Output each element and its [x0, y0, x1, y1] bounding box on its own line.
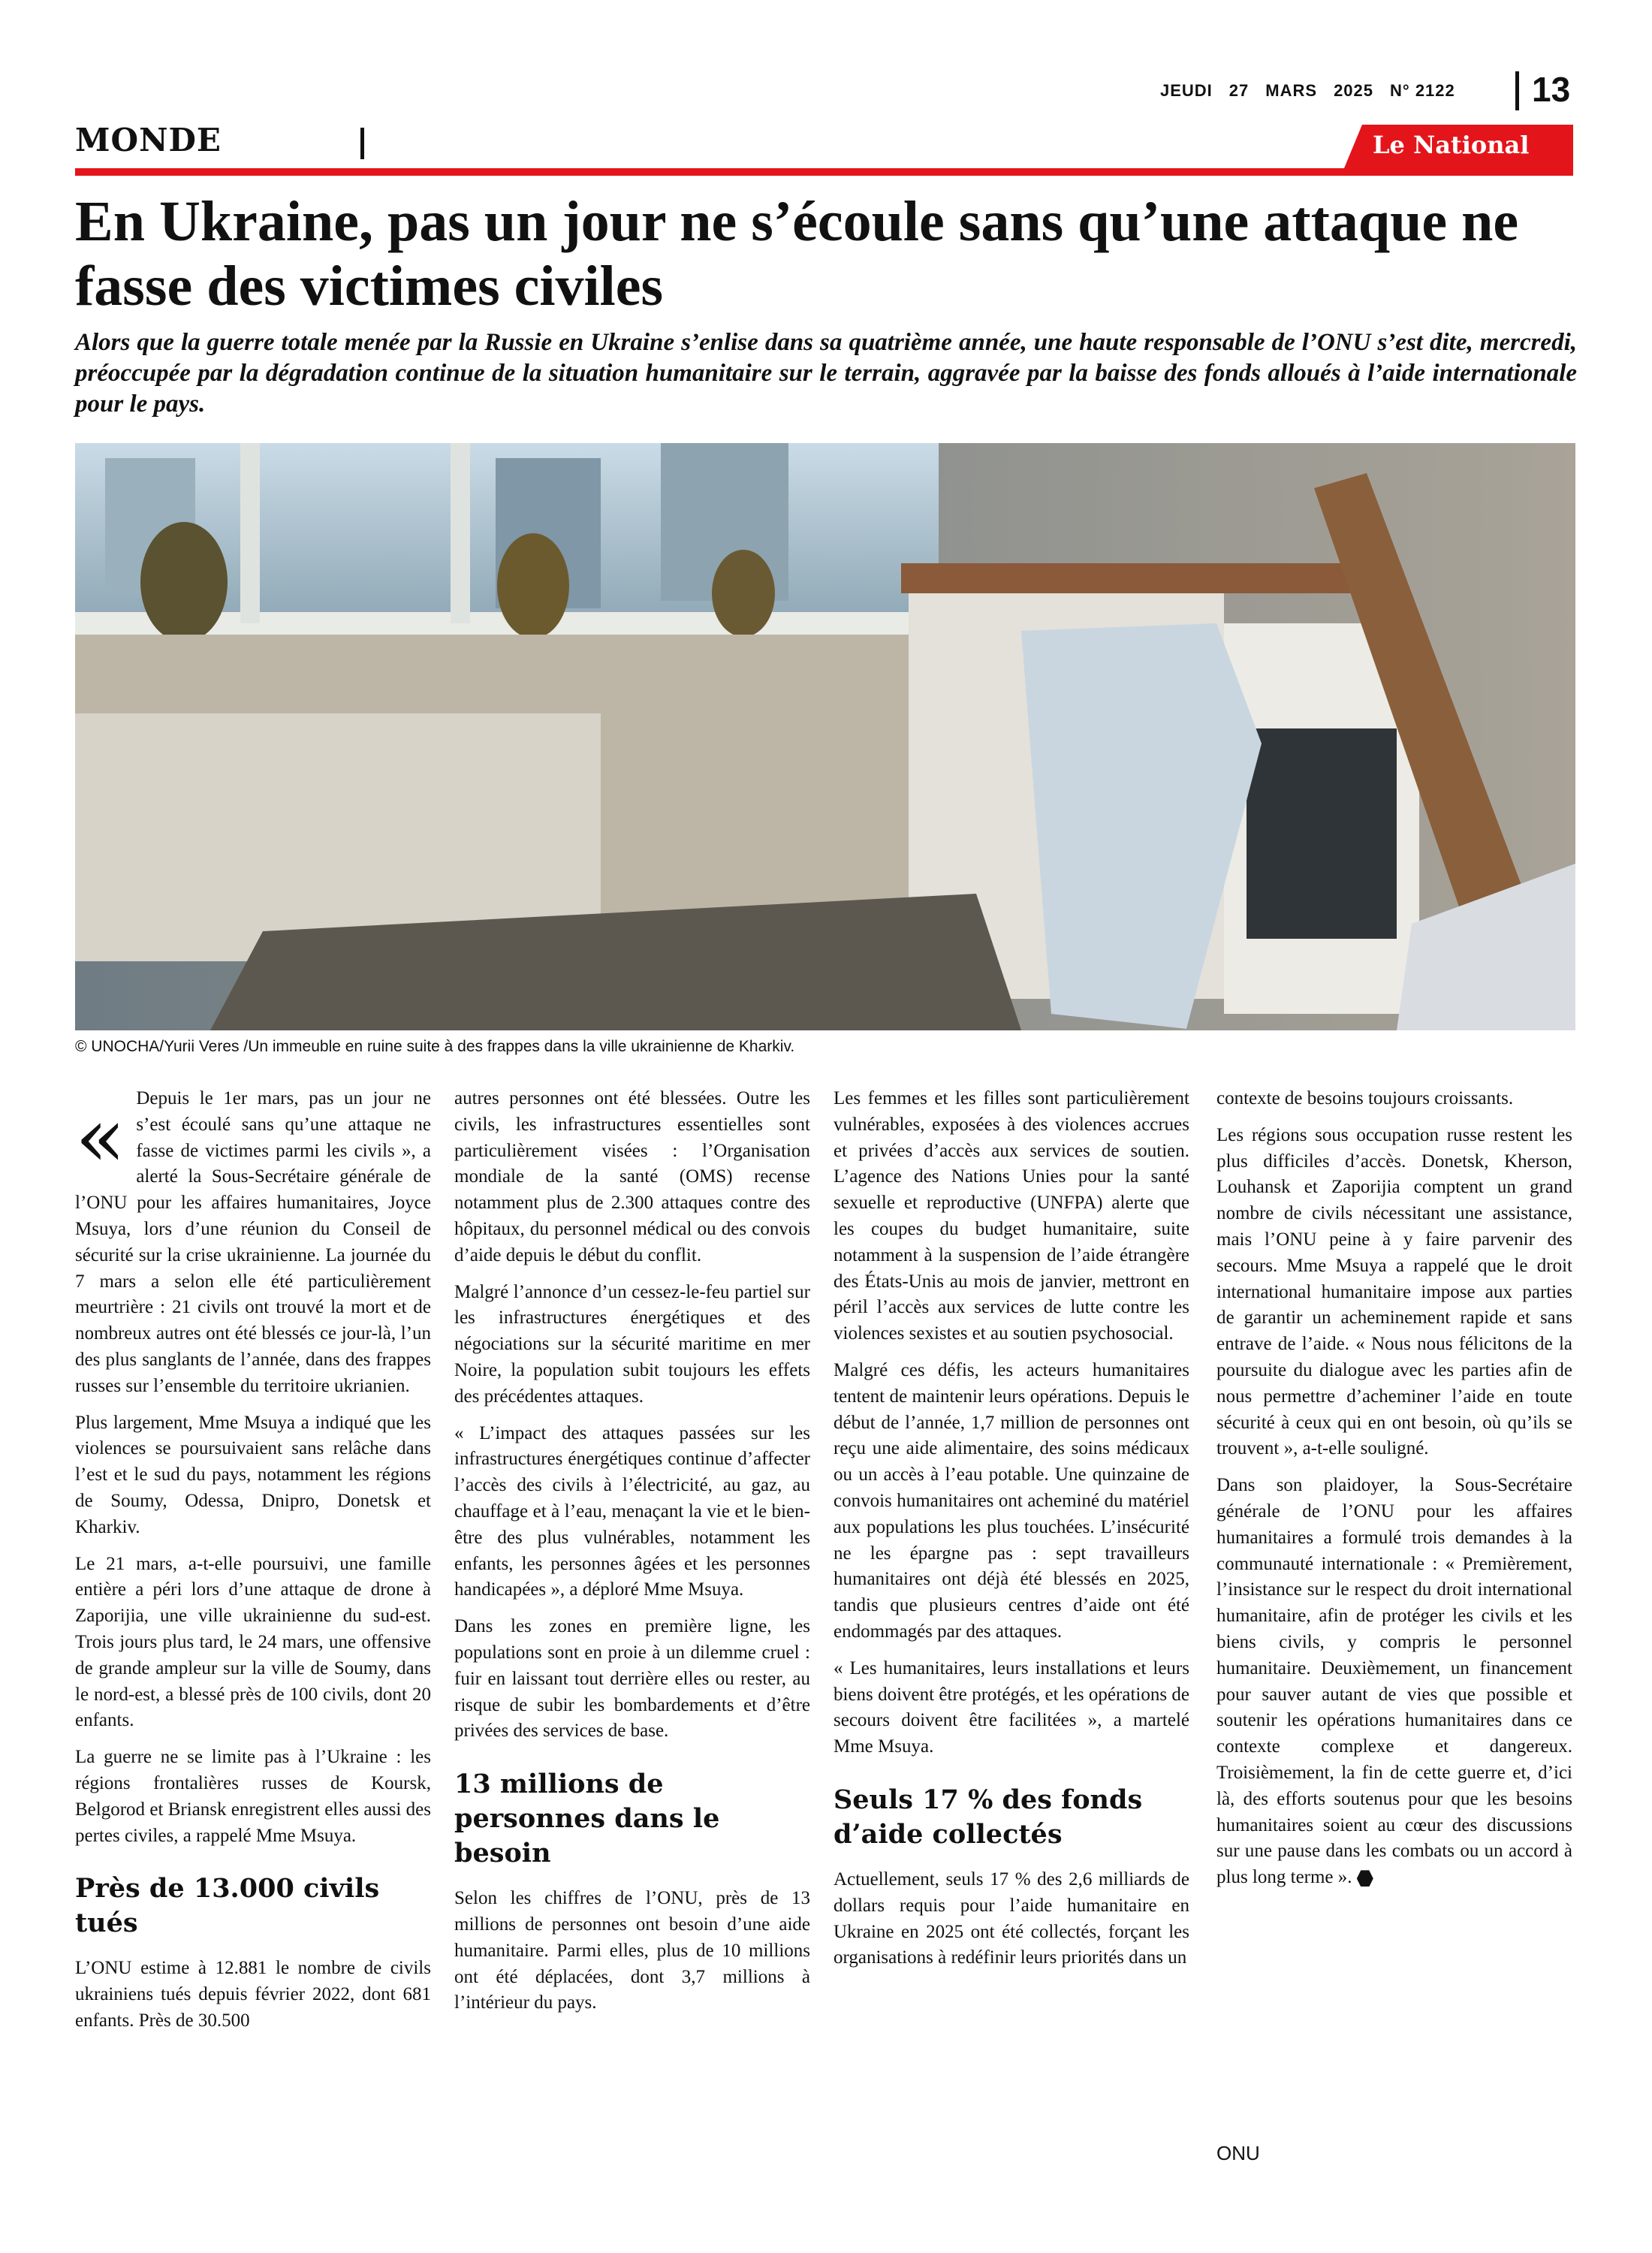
issue-month: MARS: [1265, 81, 1318, 100]
issue-year: 2025: [1334, 81, 1374, 100]
issue-date-number: 27: [1228, 81, 1250, 100]
subheading: Seuls 17 % des fonds d’aide collectés: [834, 1784, 1143, 1850]
subheading: 13 millions de personnes dans le besoin: [454, 1769, 720, 1869]
photo-caption: © UNOCHA/Yurii Veres /Un immeuble en ruine suite à des frappes dans la ville ukrainienne de Kharkiv.: [75, 1038, 795, 1055]
article-headline: En Ukraine, pas un jour ne s’écoule sans qu’une attaque ne fasse des victimes civiles: [75, 190, 1519, 318]
paragraph: Les femmes et les filles sont particulièrement vulnérables, exposées à des violences accrues et privées d’accès aux services de soutien. L’agence des Nations Unies pour la santé sexuelle et reproductive (UNFPA) alerte que les coupes du budget humanitaire, suite notamment à la suspension de l’aide étrangère des États-Unis au mois de janvier, mettront en péril l’accès aux services de lutte contre les violences sexistes et au soutien psychosocial.: [834, 1088, 1189, 1344]
article-column-1: [75, 1086, 431, 2045]
paragraph-text: Dans son plaidoyer, la Sous-Secrétaire générale de l’ONU pour les affaires humanitaires a formulé trois demandes à la communauté internationale : « Premièrement, l’insistance sur le respect du droit international humanitaire, afin de protéger les civils et les biens civils, y compris le personnel humanitaire. Deuxièmement, un financement pour sauver autant de vies que possible et soutenir les opérations humanitaires dans ce contexte complexe et dangereux. Troisièmement, la fin de cette guerre et, d’ici là, des efforts soutenus pour que les besoins humanitaires soient au cœur des discussions sur une pause dans les combats ou un accord à plus long terme ».: [1216, 1475, 1572, 1888]
section-title: MONDE: [75, 122, 222, 158]
section-divider: [360, 128, 364, 159]
paragraph: Malgré l’annonce d’un cessez-le-feu partiel sur les infrastructures énergétiques et des négociations sur la sécurité maritime en mer Noire, la population subit toujours les effets des précédentes attaques.: [454, 1281, 810, 1407]
paragraph: Actuellement, seuls 17 % des 2,6 milliards de dollars requis pour l’aide humanitaire en Ukraine en 2025 ont été collectés, forçant les organisations à redéfinir leurs priorités dans un: [834, 1868, 1189, 1968]
paragraph: [75, 1086, 431, 1400]
issue-number: N° 2122: [1390, 81, 1455, 100]
issue-date: [1160, 81, 1472, 101]
paragraph: Selon les chiffres de l’ONU, près de 13 millions de personnes ont besoin d’une aide humanitaire. Parmi elles, plus de 10 millions ont été déplacées, dont 3,7 millions à l’intérieur du pays.: [454, 1888, 810, 2013]
paragraph: [1216, 1473, 1572, 1891]
paragraph: « Les humanitaires, leurs installations et leurs biens doivent être protégés, et les opérations de secours doivent être facilitées », a martelé Mme Msuya.: [834, 1657, 1189, 1757]
article-column-3: [834, 1086, 1189, 1982]
paragraph: autres personnes ont été blessées. Outre les civils, les infrastructures essentielles sont particulièrement visées : l’Organisation mondiale de la santé (OMS) recense notamment plus de 2.300 attaques contre des hôpitaux, du personnel médical ou des convois d’aide depuis le début du conflit.: [454, 1088, 810, 1265]
opening-quote-dropcap: «: [75, 1089, 126, 1185]
paragraph: Dans les zones en première ligne, les populations sont en proie à un dilemme cruel : fuir en laissant tout derrière elles ou rester, au risque de subir les bombardements et d’être privées des services de base.: [454, 1616, 810, 1742]
paragraph: « L’impact des attaques passées sur les infrastructures énergétiques continue d’affecter l’accès des civils à l’électricité, au gaz, au chauffage et à l’eau, menaçant la vie et le bien-être des plus vulnérables, notamment les enfants, les personnes âgées et les personnes handicapées », a déploré Mme Msuya.: [454, 1422, 810, 1600]
subheading: Près de 13.000 civils tués: [75, 1873, 380, 1939]
paragraph: Le 21 mars, a-t-elle poursuivi, une famille entière a péri lors d’une attaque de drone à Zaporijia, une ville ukrainienne du sud-est. Trois jours plus tard, le 24 mars, une offensive de grande ampleur sur la ville de Soumy, dans le nord-est, a blessé près de 100 civils, dont 20 enfants.: [75, 1553, 431, 1731]
article-photo: [75, 443, 1575, 1030]
article-lede: Alors que la guerre totale menée par la Russie en Ukraine s’enlise dans sa quatrième année, une haute responsable de l’ONU s’est dite, mercredi, préoccupée par la dégradation continue de la situation humanitaire sur le terrain, aggravée par la baisse des fonds alloués à l’aide internationale pour le pays.: [75, 329, 1577, 418]
page-number-divider: [1515, 71, 1519, 110]
article-end-icon: [1357, 1870, 1373, 1887]
article-column-4: [1216, 1086, 1572, 1902]
section-rule: [75, 168, 1573, 176]
paragraph: La guerre ne se limite pas à l’Ukraine : les régions frontalières russes de Koursk, Belgorod et Briansk enregistrent elles aussi des pertes civiles, a rappelé Mme Msuya.: [75, 1747, 431, 1846]
article-signature: ONU: [1216, 2142, 1260, 2164]
issue-day: JEUDI: [1160, 81, 1213, 100]
newspaper-brand: Le National: [1373, 131, 1530, 159]
article-column-2: [454, 1086, 810, 2027]
damaged-kitchen-image: [75, 443, 1575, 1030]
page-number: 13: [1532, 70, 1571, 109]
paragraph: Les régions sous occupation russe restent les plus difficiles d’accès. Donetsk, Kherson, Louhansk et Zaporijia comptent un grand nombre de civils nécessitant une assistance, mais l’ONU peine à y faire parvenir des secours. Mme Msuya a rappelé que le droit international humanitaire impose aux parties de garantir un acheminement rapide et sans entrave de l’aide. « Nous nous félicitons de la poursuite du dialogue avec les parties afin de nous permettre d’acheminer l’aide en toute sécurité à ceux qui en ont besoin, où qu’ils se trouvent », a-t-elle souligné.: [1216, 1124, 1572, 1459]
paragraph: contexte de besoins toujours croissants.: [1216, 1088, 1514, 1108]
paragraph: Malgré ces défis, les acteurs humanitaires tentent de maintenir leurs opérations. Depuis le début de l’année, 1,7 million de personnes ont reçu une aide alimentaire, des soins médicaux ou un accès à l’eau potable. Une quinzaine de convois humanitaires ont acheminé du matériel aux populations les plus touchées. L’insécurité ne les épargne pas : sept travailleurs humanitaires ont déjà été blessés en 2025, tandis que plusieurs centres d’aide ont été endommagés par des attaques.: [834, 1359, 1189, 1642]
paragraph: L’ONU estime à 12.881 le nombre de civils ukrainiens tués depuis février 2022, dont 681 enfants. Près de 30.500: [75, 1958, 431, 2031]
paragraph: Plus largement, Mme Msuya a indiqué que les violences se poursuivaient sans relâche dans l’est et le sud du pays, notamment les régions de Soumy, Odessa, Dnipro, Donetsk et Kharkiv.: [75, 1412, 431, 1537]
paragraph-text: Depuis le 1er mars, pas un jour ne s’est écoulé sans qu’une attaque ne fasse de victimes parmi les civils », a alerté la Sous-Secrétaire générale de l’ONU pour les affaires humanitaires, Joyce Msuya, lors d’une réunion du Conseil de sécurité sur la crise ukrainienne. La journée du 7 mars a selon elle été particulièrement meurtrière : 21 civils ont trouvé la mort et de nombreux autres ont été blessés ce jour-là, l’un des plus sanglants de l’année, dans des frappes russes sur l’ensemble du territoire ukrianien.: [75, 1088, 431, 1396]
